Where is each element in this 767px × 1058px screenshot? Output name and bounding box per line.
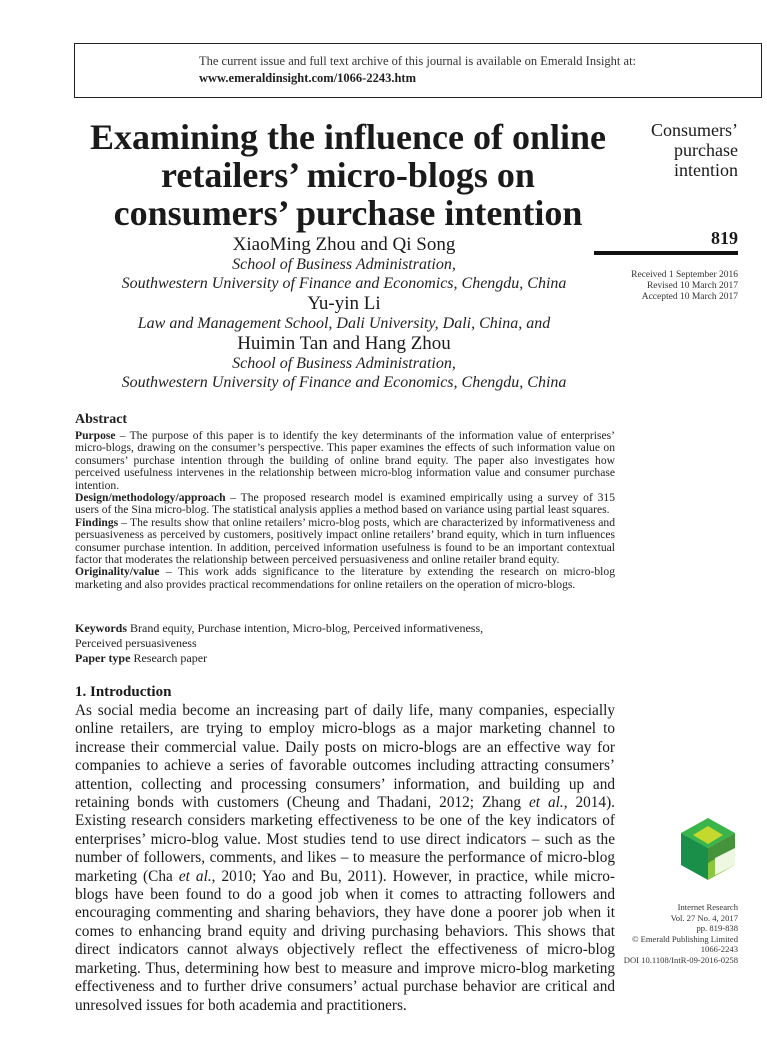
author-affiliation: School of Business Administration,	[232, 355, 456, 372]
abstract-label: Findings	[75, 515, 119, 529]
submission-dates	[598, 270, 738, 303]
intro-etal: et al.	[178, 867, 212, 885]
running-title: purchase	[674, 140, 738, 160]
author-affiliation: Law and Management School, Dali University, Dali, China, and	[137, 315, 551, 332]
title-line-1: Examining the influence of online	[89, 117, 607, 157]
paper-type-text: Research paper	[130, 651, 208, 665]
abstract-heading: Abstract	[75, 412, 128, 427]
margin-sidebar	[614, 120, 738, 302]
introduction-paragraph	[75, 702, 615, 1015]
abstract-label: Purpose	[75, 429, 116, 442]
introduction-section	[75, 684, 615, 1015]
intro-etal: et al.	[528, 794, 564, 812]
journal-notice-text: The current issue and full text archive of this journal is available on Emerald Insight at:	[199, 54, 637, 68]
abstract-section	[75, 412, 615, 591]
intro-text: As social media become an increasing part of daily life, many companies, especially online retailers, are trying to employ micro-blogs as a major marketing channel to increase their commercial value. Daily posts on micro-blogs are an effective way for companies to achieve a series of favorable outcomes including attracting consumers’ attention, collecting and processing consumers’ information, and building up and retaining bonds with customers (Cheung and Thadani, 2012; Zhang	[75, 702, 615, 812]
keywords-line	[75, 621, 615, 635]
abstract-design	[75, 492, 615, 517]
section-heading: 1. Introduction	[75, 684, 172, 700]
issn: 1066-2243	[700, 944, 738, 955]
abstract-originality	[75, 566, 615, 591]
emerald-logo-icon	[677, 818, 739, 884]
page-range: pp. 819-838	[696, 923, 738, 934]
keywords-section	[75, 621, 615, 666]
abstract-text: – The purpose of this paper is to identify the key determinants of the information value of enterprises’ micro-blogs, drawing on the consumer’s perspective. This paper examines the effects of such information value on consumers’ purchase intention through the building of online brand equity. The paper also investigates how perceived usefulness intervenes in the relationship between micro-blog information value and consumer purchase intention.	[75, 429, 615, 492]
publication-info	[606, 902, 738, 966]
keywords-text: Brand equity, Purchase intention, Micro-blog, Perceived informativeness,	[127, 621, 484, 635]
intro-text: , 2010; Yao and Bu, 2011). However, in practice, while micro-blogs have been found to do a good job when it comes to attracting followers and encouraging commenting and sharing behaviors, they have done a poorer job when it comes to enhancing brand equity and driving purchasing behaviors. This shows that direct indicators cannot always objectively reflect the effectiveness of micro-blog marketing. Thus, determining how best to measure and improve micro-blog marketing effectiveness and to further drive consumers’ actual purchase behavior are critical and unresolved issues for both academia and practitioners.	[75, 867, 615, 1014]
paper-type-line	[75, 651, 615, 665]
abstract-label: Design/methodology/approach	[75, 491, 226, 505]
sidebar-rule	[594, 251, 738, 255]
paper-type-label: Paper type	[75, 651, 131, 665]
journal-notice-box	[74, 43, 762, 98]
author-names: Yu-yin Li	[307, 293, 381, 314]
title-line-3: consumers’ purchase intention	[113, 193, 583, 233]
author-affiliation: Southwestern University of Finance and Economics, Chengdu, China	[121, 275, 567, 292]
accepted-date: Accepted 10 March 2017	[641, 292, 738, 302]
abstract-findings	[75, 517, 615, 567]
title-line-2: retailers’ micro-blogs on	[161, 155, 535, 195]
author-names: Huimin Tan and Hang Zhou	[237, 333, 451, 354]
journal-name: Internet Research	[677, 902, 738, 912]
keywords-label: Keywords	[75, 621, 127, 635]
copyright: © Emerald Publishing Limited	[631, 933, 738, 944]
running-title: intention	[674, 160, 738, 180]
abstract-text: – This work adds significance to the literature by extending the research on micro-blog marketing and also provides practical recommendations for online retailers on the operation of micro-blogs.	[75, 565, 615, 591]
running-title: Consumers’	[651, 120, 738, 140]
doi[interactable]: DOI 10.1108/IntR-09-2016-0258	[623, 954, 738, 965]
journal-url[interactable]: www.emeraldinsight.com/1066-2243.htm	[199, 71, 416, 85]
received-date: Received 1 September 2016	[631, 270, 738, 280]
abstract-label: Originality/value	[75, 565, 160, 579]
abstract-text: – The proposed research model is examined empirically using a survey of 315 users of the Sina micro-blog. The statistical analysis applies a method based on variance using partial least squares.	[75, 491, 615, 517]
abstract-text: – The results show that online retailers’ micro-blog posts, which are characterized by informativeness and persuasiveness as perceived by customers, positively impact online retailers’ brand equity, which in turn influences consumer purchase intention. In addition, perceived information usefulness is found to be an important contextual factor that moderates the relationship between perceived persuasiveness and online retailer brand equity.	[75, 515, 615, 567]
author-names: XiaoMing Zhou and Qi Song	[232, 234, 456, 255]
intro-text: , 2014). Existing research considers marketing effectiveness to be one of the key indicators of enterprises’ micro-blog value. Most studies tend to use direct indicators – such as the number of followers, comments, and likes – to measure the performance of micro-blog marketing (Cha	[75, 794, 615, 885]
article-title	[68, 118, 628, 232]
abstract-purpose	[75, 430, 615, 492]
author-block	[80, 234, 608, 392]
keywords-continued: Perceived persuasiveness	[75, 636, 197, 650]
author-affiliation: Southwestern University of Finance and Economics, Chengdu, China	[121, 374, 567, 391]
page-number: 819	[711, 228, 738, 248]
author-affiliation: School of Business Administration,	[232, 256, 456, 273]
revised-date: Revised 10 March 2017	[646, 281, 738, 291]
volume-info: Vol. 27 No. 4, 2017	[670, 912, 738, 923]
